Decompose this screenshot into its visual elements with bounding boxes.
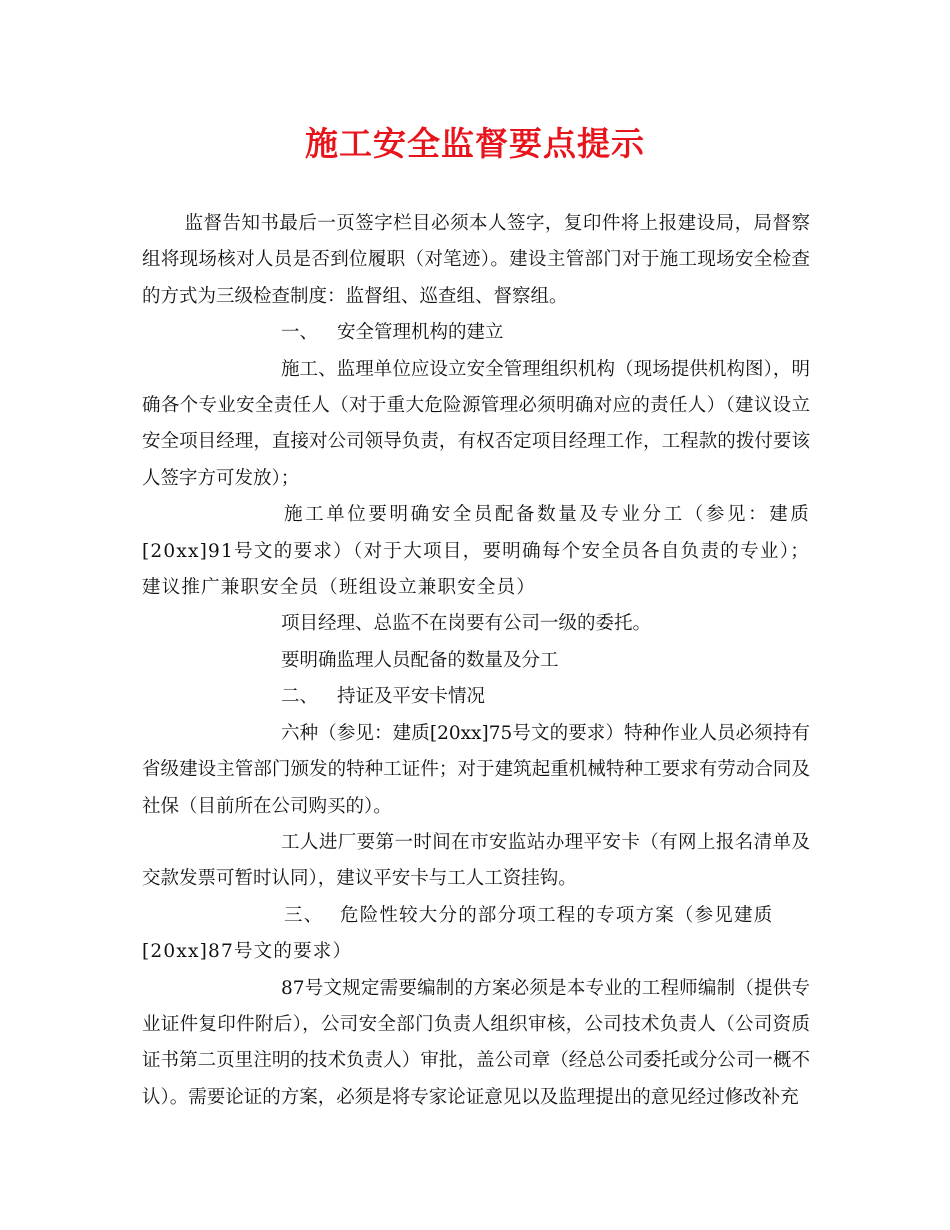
section-heading-3 xyxy=(142,898,810,971)
paragraph-organization: 施工、监理单位应设立安全管理组织机构（现场提供机构图），明确各个专业安全责任人（对于重大危险源管理必须明确对应的责任人）（建议设立安全项目经理，直接对公司领导负责，有权否定项目经理工作，工程款的拨付要该人签字方可发放）； xyxy=(142,358,810,489)
section-title-2: 持证及平安卡情况 xyxy=(337,686,486,708)
document-body xyxy=(142,206,810,1116)
paragraph-delegation: 项目经理、总监不在岗要有公司一级的委托。 xyxy=(281,613,652,635)
section-number-3: 三、 xyxy=(284,904,324,926)
section-number-2: 二、 xyxy=(281,686,319,708)
section-heading-1 xyxy=(142,315,810,351)
section-heading-2 xyxy=(142,679,810,715)
paragraph-special-plan: 87号文规定需要编制的方案必须是本专业的工程师编制（提供专业证件复印件附后），公司安全部门负责人组织审核，公司技术负责人（公司资质证书第二页里注明的技术负责人）审批，盖公司章（经总公司委托或分公司一概不认）。需要论证的方案，必须是将专家论证意见以及监理提出的意见经过修改补充 xyxy=(142,977,810,1108)
paragraph-safety-officers: 施工单位要明确安全员配备数量及专业分工（参见：建质[20xx]91号文的要求）（对于大项目，要明确每个安全员各自负责的专业）；建议推广兼职安全员（班组设立兼职安全员） xyxy=(142,504,810,599)
paragraph-supervisors: 要明确监理人员配备的数量及分工 xyxy=(281,649,559,671)
paragraph-special-workers: 六种（参见：建质[20xx]75号文的要求）特种作业人员必须持有省级建设主管部门颁发的特种工证件；对于建筑起重机械特种工要求有劳动合同及社保（目前所在公司购买的）。 xyxy=(142,722,810,817)
section-title-1: 安全管理机构的建立 xyxy=(337,322,504,344)
section-number-1: 一、 xyxy=(281,322,319,344)
section-title-3: 危险性较大分的部分项工程的专项方案（参见建质[20xx]87号文的要求） xyxy=(142,904,774,963)
paragraph-intro: 监督告知书最后一页签字栏目必须本人签字，复印件将上报建设局，局督察组将现场核对人员是否到位履职（对笔迹）。建设主管部门对于施工现场安全检查的方式为三级检查制度：监督组、巡查组、督察组。 xyxy=(142,213,810,307)
paragraph-safety-card: 工人进厂要第一时间在市安监站办理平安卡（有网上报名清单及交款发票可暂时认同），建议平安卡与工人工资挂钩。 xyxy=(142,831,810,890)
document-title: 施工安全监督要点提示 xyxy=(305,124,645,163)
